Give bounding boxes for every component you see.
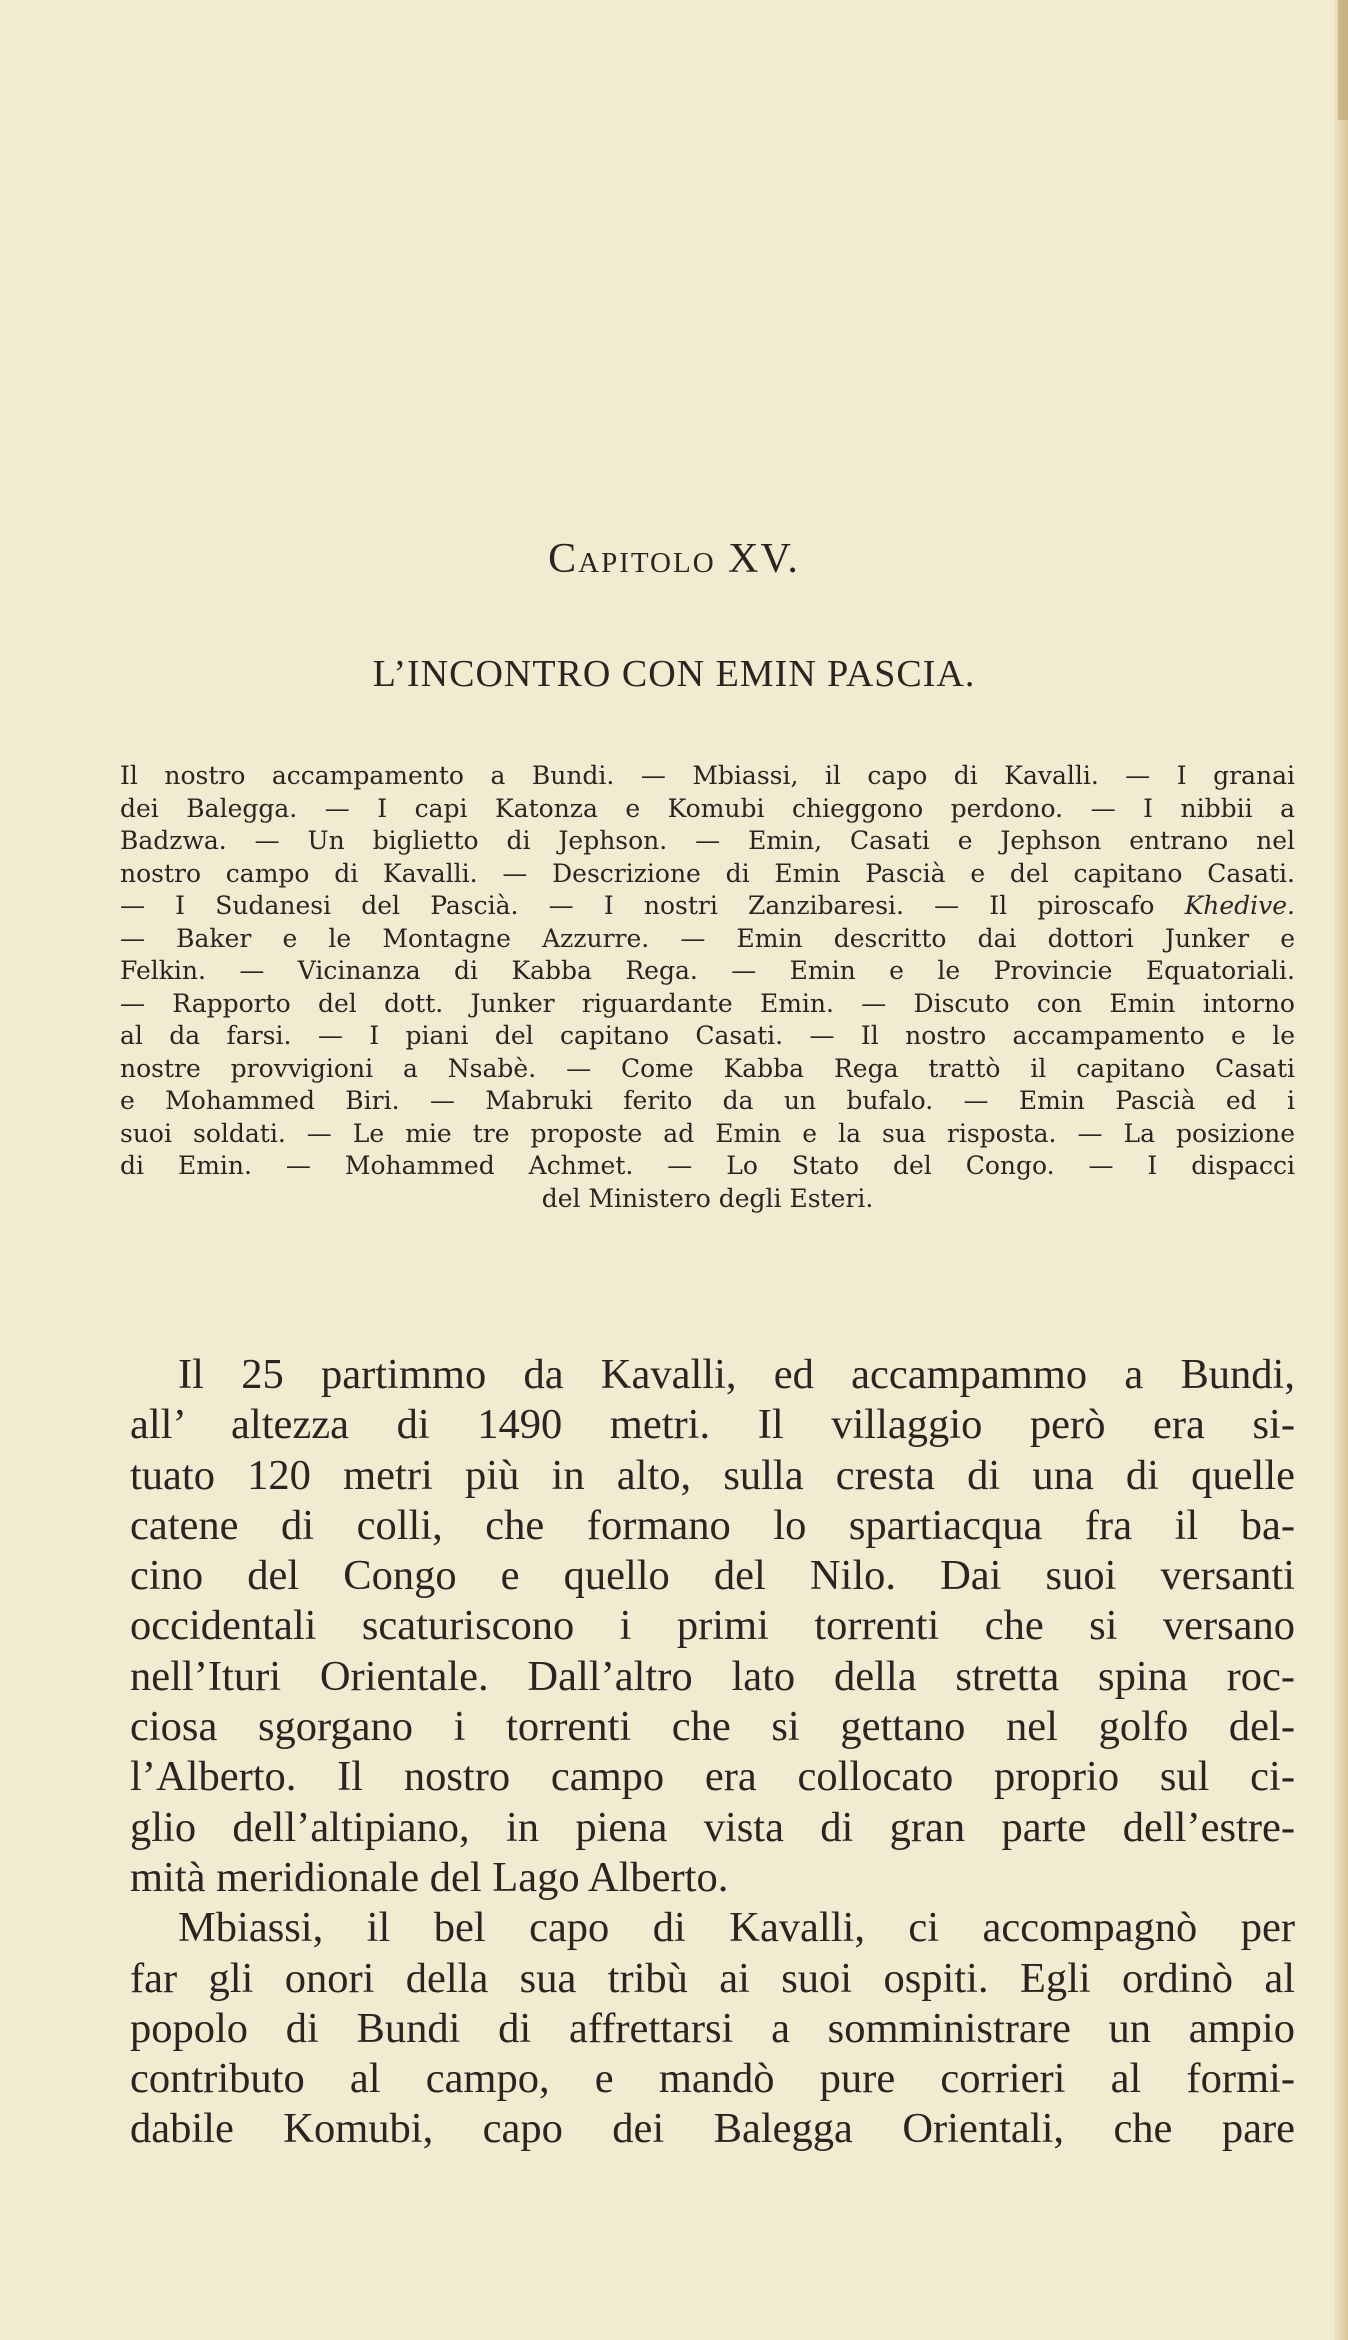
summary-line: di Emin. — Mohammed Achmet. — Lo Stato del Congo. — I dispacci <box>120 1151 1295 1180</box>
body-line: glio dell’altipiano, in piena vista di gran parte dell’estre- <box>130 1803 1295 1851</box>
summary-line: al da farsi. — I piani del capitano Casati. — Il nostro accampamento e le <box>120 1021 1295 1050</box>
summary-line: e Mohammed Biri. — Mabruki ferito da un bufalo. — Emin Pascià ed i <box>120 1086 1295 1115</box>
body-line: catene di colli, che formano lo spartiacqua fra il ba- <box>130 1501 1295 1549</box>
chapter-subtitle: L’INCONTRO CON EMIN PASCIA. <box>372 653 976 695</box>
body-line: cino del Congo e quello del Nilo. Dai suoi versanti <box>130 1552 1295 1600</box>
summary-line-text: — I Sudanesi del Pascià. — I nostri Zanzibaresi. — Il piroscafo <box>120 891 1185 920</box>
body-line: far gli onori della sua tribù ai suoi ospiti. Egli ordinò al <box>130 1954 1295 2002</box>
body-line: popolo di Bundi di affrettarsi a somministrare un ampio <box>130 2004 1295 2052</box>
body-line: tuato 120 metri più in alto, sulla cresta di una di quelle <box>130 1451 1295 1499</box>
body-line: Il 25 partimmo da Kavalli, ed accampammo a Bundi, <box>178 1351 1295 1398</box>
summary-line: dei Balegga. — I capi Katonza e Komubi chieggono perdono. — I nibbii a <box>120 793 1295 823</box>
summary-line: suoi soldati. — Le mie tre proposte ad Emin e la sua risposta. — La posizione <box>120 1118 1295 1148</box>
summary-line: — Baker e le Montagne Azzurre. — Emin descritto dai dottori Junker e <box>120 923 1295 953</box>
chapter-summary <box>120 760 1295 1215</box>
page-edge <box>1334 0 1348 2340</box>
body-line: ciosa sgorgano i torrenti che si gettano nel golfo del- <box>130 1703 1295 1751</box>
ship-name: Khedive. <box>1184 891 1295 920</box>
summary-line <box>120 890 1295 923</box>
chapter-title: Capitolo XV. <box>548 536 800 582</box>
summary-line: Il nostro accampamento a Bundi. — Mbiassi, il capo di Kavalli. — I granai <box>120 761 1295 790</box>
summary-line: — Rapporto del dott. Junker riguardante Emin. — Discuto con Emin intorno <box>120 988 1295 1018</box>
body-line: mità meridionale del Lago Alberto. <box>130 1853 729 1901</box>
summary-line: nostro campo di Kavalli. — Descrizione di Emin Pascià e del capitano Casati. <box>120 858 1295 888</box>
page-stain <box>1338 0 1348 120</box>
body-text <box>130 1350 1295 2155</box>
summary-line: Felkin. — Vicinanza di Kabba Rega. — Emin e le Provincie Equatoriali. <box>120 956 1295 985</box>
body-line: l’Alberto. Il nostro campo era collocato proprio sul ci- <box>130 1753 1295 1801</box>
body-line: all’ altezza di 1490 metri. Il villaggio però era si- <box>130 1401 1295 1449</box>
body-line: dabile Komubi, capo dei Balegga Orientali, che pare <box>130 2105 1295 2153</box>
body-line: Mbiassi, il bel capo di Kavalli, ci accompagnò per <box>178 1904 1295 1952</box>
summary-line: nostre provvigioni a Nsabè. — Come Kabba Rega trattò il capitano Casati <box>120 1053 1295 1083</box>
body-line: nell’Ituri Orientale. Dall’altro lato della stretta spina roc- <box>130 1652 1295 1700</box>
body-line: occidentali scaturiscono i primi torrenti che si versano <box>130 1602 1295 1650</box>
summary-line: Badzwa. — Un biglietto di Jephson. — Emin, Casati e Jephson entrano nel <box>120 826 1295 855</box>
summary-line: del Ministero degli Esteri. <box>541 1183 874 1213</box>
body-line: contributo al campo, e mandò pure corrieri al formi- <box>130 2055 1295 2103</box>
